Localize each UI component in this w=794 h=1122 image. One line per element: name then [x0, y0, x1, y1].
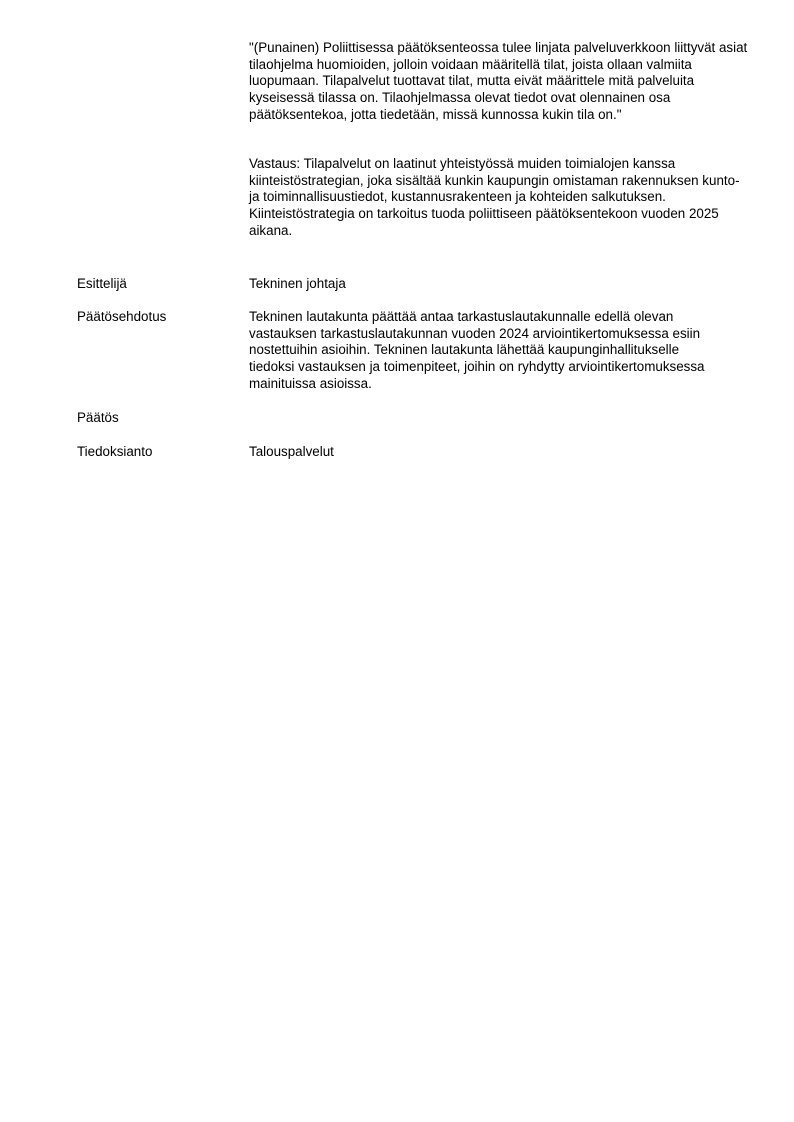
- field-value-paatosehdotus: Tekninen lautakunta päättää antaa tarkastuslautakunnalle edellä olevan vastauksen tarkastuslautakunnan vuoden 2024 arviointikertomuksessa esiin nostettuihin asioihin. Tekninen lautakunta lähettää kaupunginhallitukselle tiedoksi vastauksen ja toimenpiteet, joihin on ryhdytty arviointikertomuksessa mainituissa asioissa.: [249, 309, 705, 391]
- field-label-paatos: Päätös: [77, 410, 119, 425]
- field-value-esittelija: Tekninen johtaja: [249, 276, 346, 291]
- field-label-esittelija: Esittelijä: [77, 276, 127, 291]
- field-value-tiedoksianto: Talouspalvelut: [249, 444, 334, 459]
- quoted-assessment-paragraph: "(Punainen) Poliittisessa päätöksenteossa tulee linjata palveluverkkoon liittyvät asiat tilaohjelma huomioiden, jolloin voidaan määritellä tilat, joista ollaan valmiita luopumaan. Tilapalvelut tuottavat tilat, mutta eivät määrittele mitä palveluita kyseisessä tilassa on. Tilaohjelmassa olevat tiedot ovat olennainen osa päätöksentekoa, jotta tiedetään, missä kunnossa kukin tila on.": [249, 40, 748, 122]
- field-label-paatosehdotus: Päätösehdotus: [77, 309, 167, 324]
- answer-paragraph: Vastaus: Tilapalvelut on laatinut yhteistyössä muiden toimialojen kanssa kiinteistöstrategian, joka sisältää kunkin kaupungin omistaman rakennuksen kunto- ja toiminnallisuustiedot, kustannusrakenteen ja kohteiden salkutuksen. Kiinteistöstrategia on tarkoitus tuoda poliittiseen päätöksentekoon vuoden 2025 aikana.: [249, 156, 740, 238]
- field-label-tiedoksianto: Tiedoksianto: [77, 444, 153, 459]
